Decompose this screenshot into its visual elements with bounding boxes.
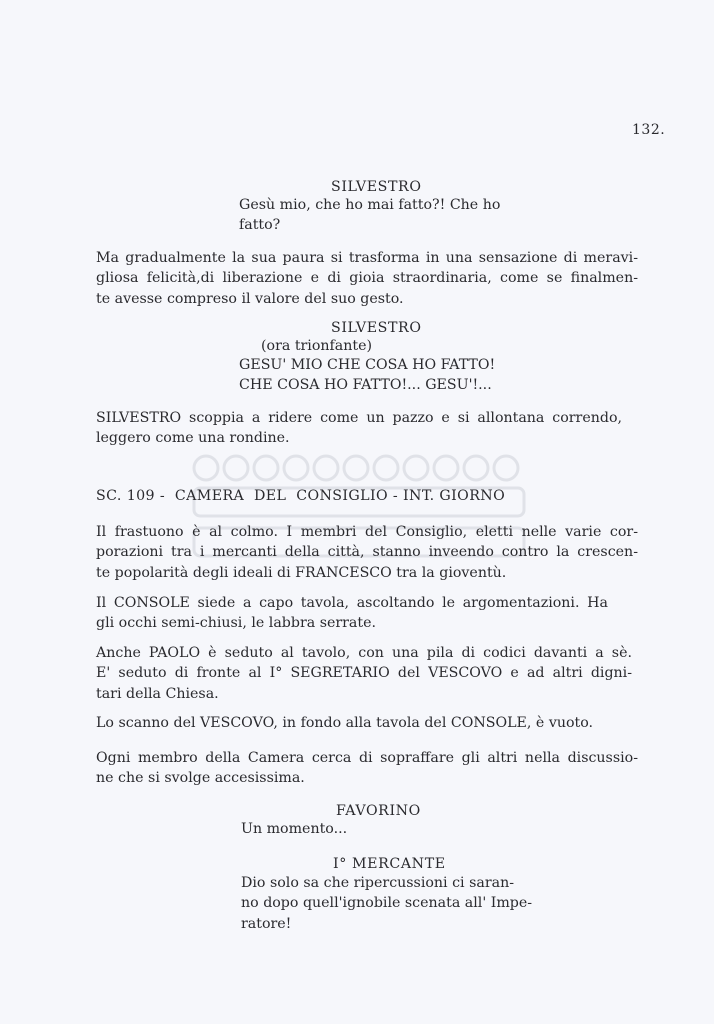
action-paragraph xyxy=(96,408,622,449)
parenthetical: (ora trionfante) xyxy=(261,338,373,354)
action-line: Il frastuono è al colmo. I membri del Consiglio, eletti nelle varie cor- xyxy=(96,524,638,540)
action-line: Lo scanno del VESCOVO, in fondo alla tavola del CONSOLE, è vuoto. xyxy=(96,715,594,731)
speaker-name: I° MERCANTE xyxy=(333,856,446,872)
action-line: porazioni tra i mercanti della città, stanno inveendo contro la crescen- xyxy=(96,544,638,561)
dialogue-line: GESU' MIO CHE COSA HO FATTO! xyxy=(239,357,496,373)
action-line: leggero come una rondine. xyxy=(96,430,290,447)
action-line: te avesse compreso il valore del suo gesto. xyxy=(96,290,404,307)
action-line: SILVESTRO scoppia a ridere come un pazzo e si allontana correndo, xyxy=(96,410,622,426)
scene-heading: SC. 109 - CAMERA DEL CONSIGLIO - INT. GIORNO xyxy=(96,488,506,504)
action-paragraph xyxy=(96,713,593,733)
dialogue-line: Gesù mio, che ho mai fatto?! Che ho xyxy=(239,197,501,213)
dialogue-line: CHE COSA HO FATTO!... GESU'!... xyxy=(239,377,492,394)
action-line: tari della Chiesa. xyxy=(96,685,219,702)
speaker-name: FAVORINO xyxy=(336,803,421,819)
action-line: Il CONSOLE siede a capo tavola, ascoltando le argomentazioni. Ha xyxy=(96,595,608,611)
speaker-name: SILVESTRO xyxy=(331,179,422,195)
dialogue xyxy=(239,195,500,236)
action-line: Ma gradualmente la sua paura si trasforma in una sensazione di meravi- xyxy=(96,250,638,266)
dialogue xyxy=(241,873,532,934)
action-line: E' seduto di fronte al I° SEGRETARIO del VESCOVO e ad altri digni- xyxy=(96,665,632,682)
page-number: 132. xyxy=(632,122,666,138)
action-paragraph xyxy=(96,748,638,789)
action-line: ne che si svolge accesissima. xyxy=(96,770,305,787)
speaker-name: SILVESTRO xyxy=(331,320,422,336)
dialogue xyxy=(239,355,495,396)
dialogue xyxy=(241,819,347,839)
action-line: Ogni membro della Camera cerca di sopraffare gli altri nella discussio- xyxy=(96,750,638,766)
dialogue-line: Un momento... xyxy=(241,821,348,837)
dialogue-line: Dio solo sa che ripercussioni ci saran- xyxy=(241,875,515,891)
action-paragraph xyxy=(96,522,638,583)
action-paragraph xyxy=(96,593,608,634)
dialogue-line: no dopo quell'ignobile scenata all' Impe- xyxy=(241,895,533,912)
action-paragraph xyxy=(96,248,638,309)
action-line: gliosa felicità,di liberazione e di gioia straordinaria, come se finalmen- xyxy=(96,270,638,287)
action-line: gli occhi semi-chiusi, le labbra serrate. xyxy=(96,615,377,632)
action-line: Anche PAOLO è seduto al tavolo, con una pila di codici davanti a sè. xyxy=(96,645,632,661)
dialogue-line: fatto? xyxy=(239,217,281,234)
action-line: te popolarità degli ideali di FRANCESCO tra la gioventù. xyxy=(96,564,507,581)
action-paragraph xyxy=(96,643,632,704)
dialogue-line: ratore! xyxy=(241,915,292,932)
